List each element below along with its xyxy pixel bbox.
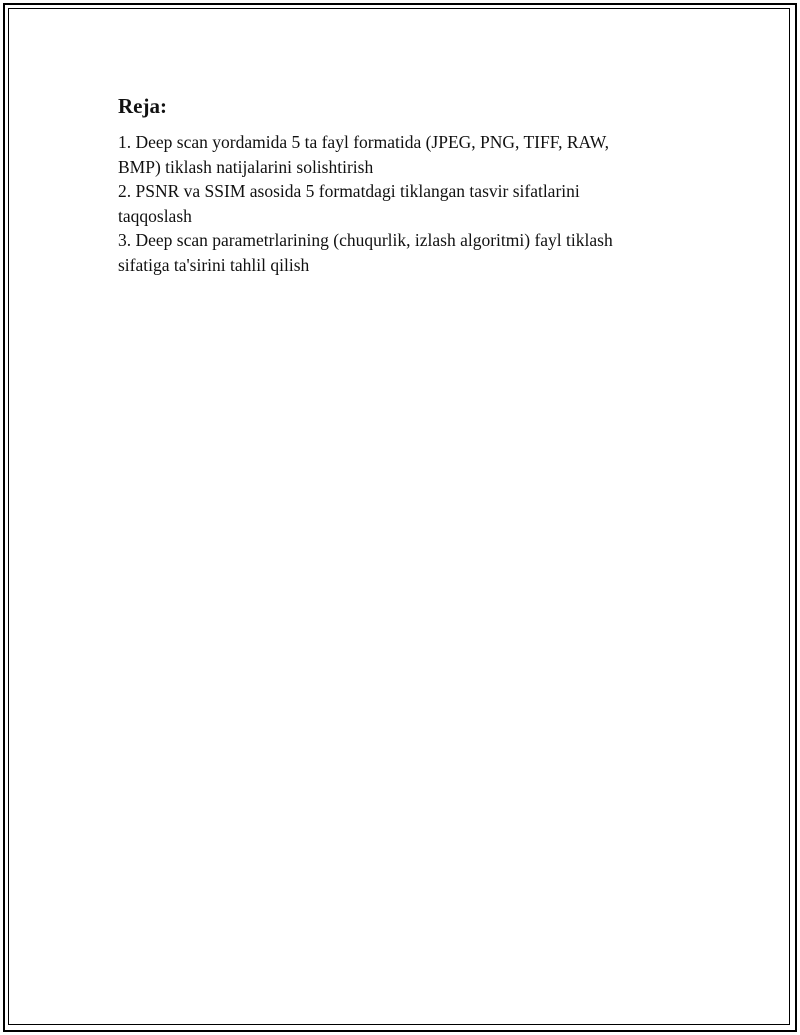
plan-list	[118, 130, 648, 277]
plan-item-2: 2. PSNR va SSIM asosida 5 formatdagi tiklangan tasvir sifatlarini taqqoslash	[118, 181, 580, 226]
plan-item-1: 1. Deep scan yordamida 5 ta fayl formatida (JPEG, PNG, TIFF, RAW, BMP) tiklash natijalarini solishtirish	[118, 132, 610, 177]
plan-item-3: 3. Deep scan parametrlarining (chuqurlik, izlash algoritmi) fayl tiklash sifatiga ta'sirini tahlil qilish	[118, 230, 613, 275]
document-body	[118, 93, 648, 277]
plan-heading: Reja:	[118, 94, 167, 118]
